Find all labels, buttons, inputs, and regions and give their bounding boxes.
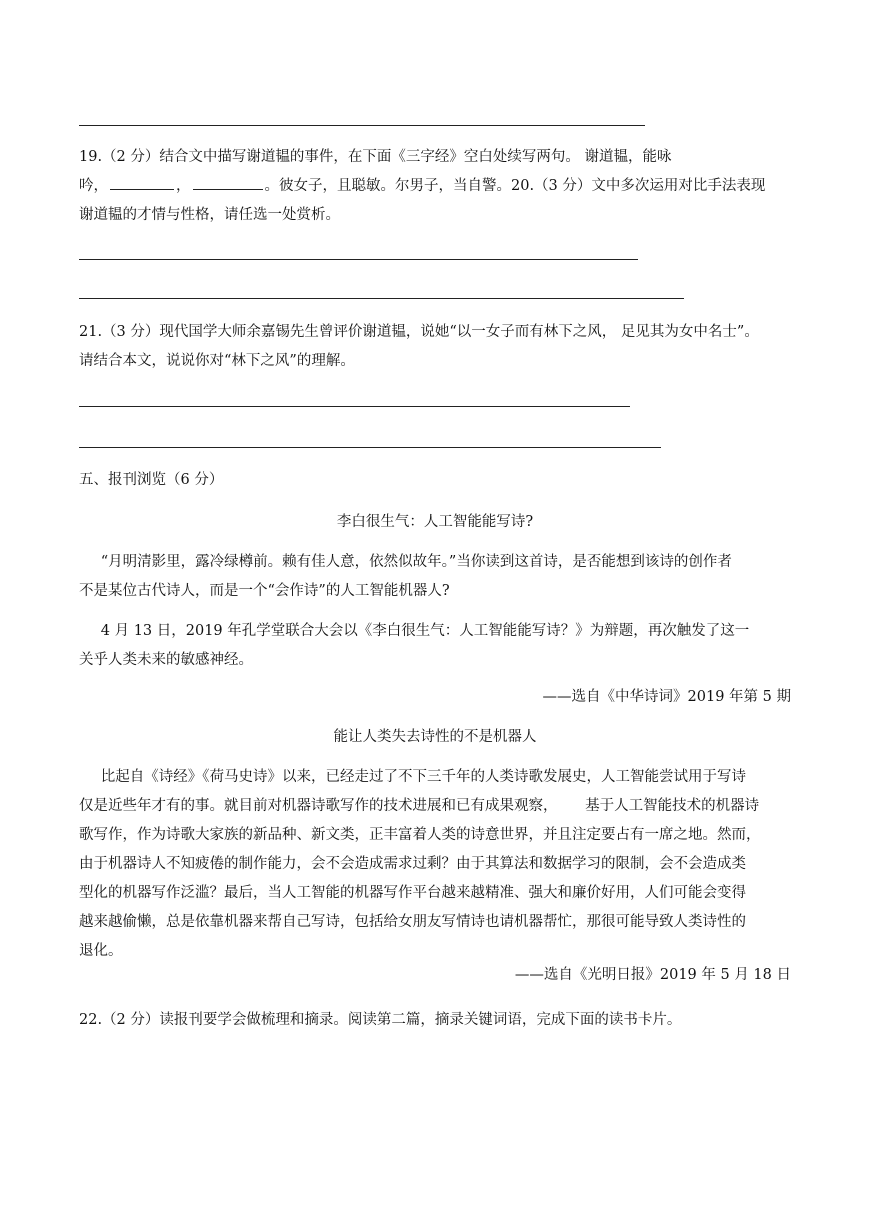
a1-p2-line-2: 关乎人类未来的敏感神经。 (79, 652, 253, 668)
a2-line-1: 比起自《诗经》《荷马史诗》以来，已经走过了不下三千年的人类诗歌发展史，人工智能尝试用于写诗 (100, 769, 746, 785)
a2-line-2: 仅是近些年才有的事。就目前对机器诗歌写作的技术进展和已有成果观察， 基于人工智能技术的机器诗 (79, 798, 760, 814)
article-2-source: ——选自《光明日报》2019 年 5 月 18 日 (514, 967, 791, 983)
a1-p2-line-1: 4 月 13 日，2019 年孔学堂联合大会以《李白很生气：人工智能能写诗？》为辩题，再次触发了这一 (100, 623, 750, 639)
question-19 (79, 143, 791, 230)
q19-text-a: 吟， (79, 178, 108, 194)
q19-text-b: 。彼女子，且聪敏。尔男子，当自警。20.（3 分）文中多次运用对比手法表现 (264, 178, 766, 194)
article-1-source: ——选自《中华诗词》2019 年第 5 期 (542, 689, 791, 705)
article-2-title: 能让人类失去诗性的不是机器人 (333, 729, 537, 745)
q19-line-1: 19.（2 分）结合文中描写谢道韫的事件，在下面《三字经》空白处续写两句。 谢道韫，能咏 (79, 149, 672, 165)
question-21 (79, 318, 791, 376)
answer-line (79, 298, 684, 299)
answer-line (79, 447, 661, 448)
a2-line-5: 型化的机器写作泛滥？最后，当人工智能的机器写作平台越来越精准、强大和廉价好用，人们可能会变得 (79, 885, 746, 901)
a1-p1-line-1: “月明清影里，露冷绿樽前。赖有佳人意，依然似故年。”当你读到这首诗，是否能想到该诗的创作者 (100, 554, 732, 570)
article-2-body (79, 763, 791, 966)
answer-line (79, 125, 645, 126)
answer-line (79, 259, 638, 260)
fill-blank-2[interactable] (193, 175, 263, 190)
q21-line-1: 21.（3 分）现代国学大师余嘉锡先生曾评价谢道韫，说她“以一女子而有林下之风， 足见其为女中名士”。 (79, 324, 759, 340)
article-1-paragraph-1 (79, 548, 791, 606)
a1-p1-line-2: 不是某位古代诗人，而是一个“会作诗”的人工智能机器人? (79, 583, 450, 599)
q19-sep: ， (176, 178, 191, 194)
article-1-title: 李白很生气：人工智能能写诗? (336, 514, 534, 530)
answer-line (79, 406, 630, 407)
a2-line-7: 退化。 (79, 943, 123, 959)
a2-line-3: 歌写作，作为诗歌大家族的新品种、新文类，正丰富着人类的诗意世界，并且注定要占有一席之地。然而， (79, 827, 761, 843)
a2-line-6: 越来越偷懒，总是依靠机器来帮自己写诗，包括给女朋友写情诗也请机器帮忙，那很可能导致人类诗性的 (79, 914, 746, 930)
q21-line-2: 请结合本文，说说你对“林下之风”的理解。 (79, 353, 355, 369)
article-1-paragraph-2 (79, 617, 791, 675)
question-22: 22.（2 分）读报刊要学会做梳理和摘录。阅读第二篇，摘录关键词语，完成下面的读书卡片。 (79, 1012, 682, 1028)
q19-line-3: 谢道韫的才情与性格，请任选一处赏析。 (79, 207, 340, 223)
a2-line-4: 由于机器诗人不知疲倦的制作能力，会不会造成需求过剩？由于其算法和数据学习的限制，会不会造成类 (79, 856, 746, 872)
fill-blank-1[interactable] (110, 175, 174, 190)
section-heading: 五、报刊浏览（6 分） (79, 472, 224, 488)
q19-line-2 (79, 172, 791, 201)
